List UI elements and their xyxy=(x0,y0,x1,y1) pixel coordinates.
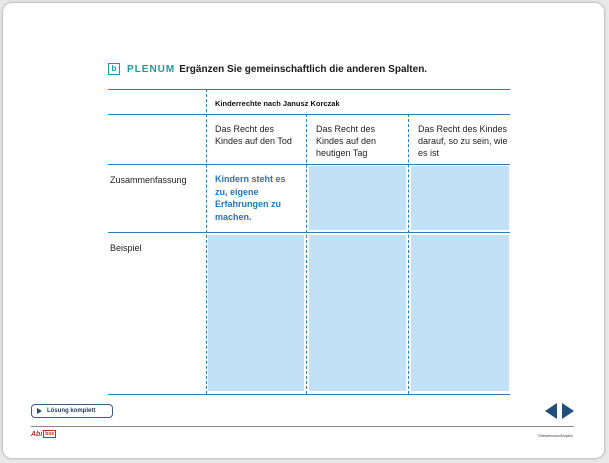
column-header-2: Das Recht des Kindes auf den heutigen Tag xyxy=(316,124,377,158)
table-bottom-border xyxy=(108,394,510,395)
play-icon xyxy=(37,408,42,414)
example-cell-3[interactable] xyxy=(411,235,509,391)
table-col-divider-1 xyxy=(206,89,207,394)
table-row-divider xyxy=(108,232,510,233)
summary-cell-1-answer: Kindern steht es zu, eigene Erfahrungen zu machen. xyxy=(215,174,286,222)
logo-abi: Abi xyxy=(31,430,43,438)
footer-divider xyxy=(31,426,574,427)
solution-button-label: Lösung komplett xyxy=(47,408,96,414)
table-header-divider xyxy=(108,114,510,115)
task-instruction: Ergänzen Sie gemeinschaftlich die anderen Spalten. xyxy=(179,63,428,75)
arrow-right-icon[interactable] xyxy=(561,403,574,419)
task-label: PLENUM xyxy=(127,63,176,75)
summary-cell-2[interactable] xyxy=(309,166,406,230)
solution-button[interactable] xyxy=(31,404,113,418)
table-top-border xyxy=(108,89,510,90)
copyright-notice: ©Westermann/Moyfish xyxy=(537,434,573,438)
example-cell-1[interactable] xyxy=(208,235,304,391)
example-cell-2[interactable] xyxy=(309,235,406,391)
abibox-logo xyxy=(31,429,56,439)
logo-box: box xyxy=(45,431,55,437)
table-col-divider-2 xyxy=(306,114,307,394)
table-columns-divider xyxy=(108,164,510,165)
row-label-summary: Zusammenfassung xyxy=(110,175,187,185)
row-label-example: Beispiel xyxy=(110,243,142,253)
column-header-3: Das Recht des Kindes darauf, so zu sein, wie es ist xyxy=(418,124,508,158)
task-badge: b xyxy=(108,63,120,75)
table-col-divider-3 xyxy=(408,114,409,394)
arrow-left-icon[interactable] xyxy=(545,403,558,419)
summary-cell-3[interactable] xyxy=(411,166,509,230)
table-header-title: Kinderrechte nach Janusz Korczak xyxy=(215,99,340,108)
task-heading xyxy=(108,61,427,77)
column-header-1: Das Recht des Kindes auf den Tod xyxy=(215,124,292,146)
